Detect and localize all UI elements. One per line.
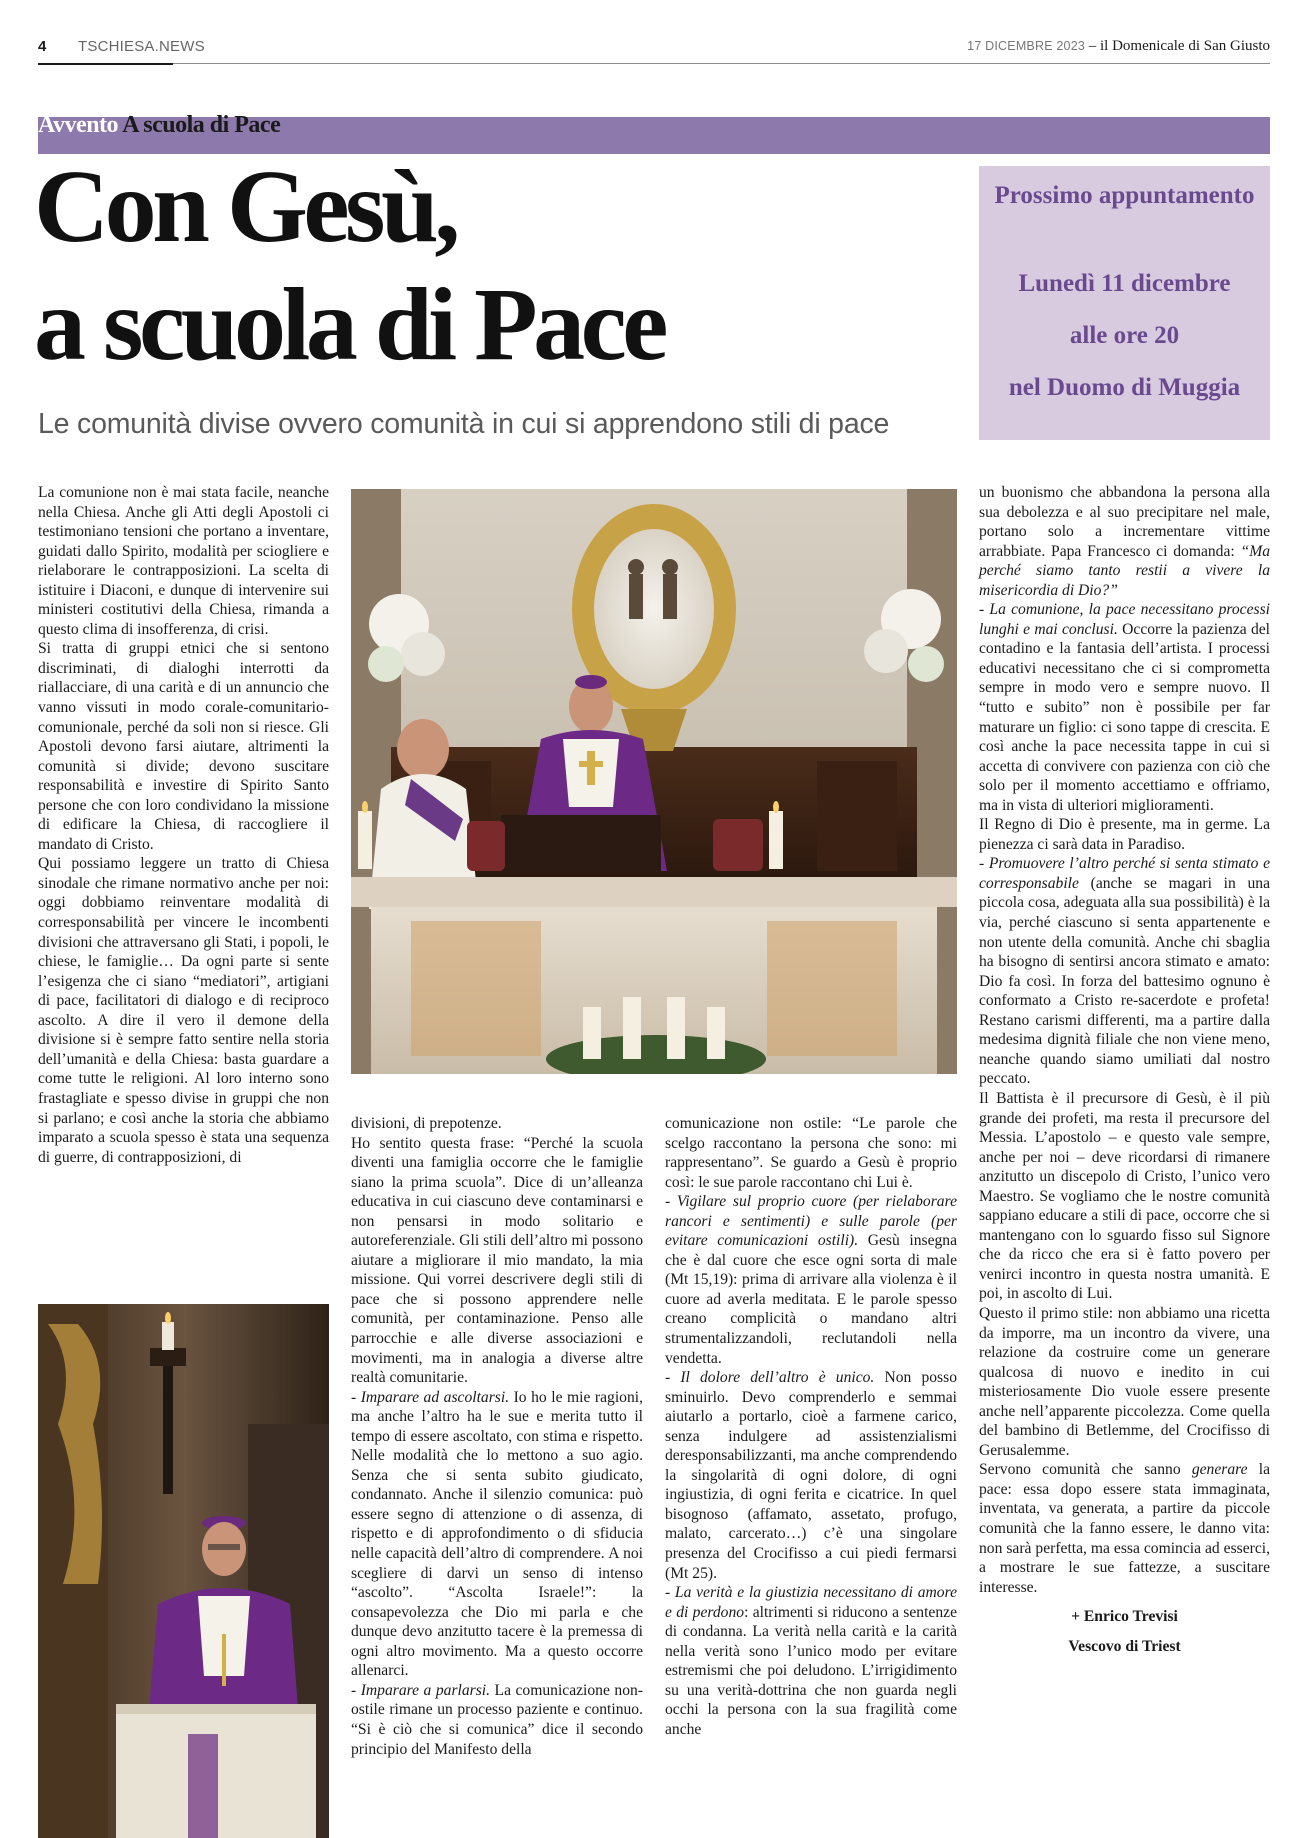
bishop-photo-illustration xyxy=(38,1304,329,1838)
style-heading: - Vigilare sul proprio cuore (per rielaborare rancori e sentimenti) e sulle parole (per evitare comunicazioni ostili). xyxy=(665,1193,957,1250)
headline-line-2: a scuola di Pace xyxy=(34,267,664,382)
appointment-title: Prossimo appuntamento xyxy=(994,182,1255,209)
style-heading: - Imparare ad ascoltarsi. xyxy=(351,1388,510,1406)
page-number: 4 xyxy=(38,38,47,55)
section-title: A scuola di Pace xyxy=(118,112,281,138)
article-column-2 xyxy=(351,1114,643,1759)
style-heading: - Imparare a parlarsi. xyxy=(351,1681,491,1699)
paragraph-text: Io ho le mie ragioni, ma anche l’altro ha le sue e merita tutto il tempo di essere ascoltato, con stima e rispetto. Nelle modalità che lo mettono a suo agio. Senza che si senta subito giudicato, condannato. Anche il silenzio comunica: può essere segno di attenzione o di assenza, di rispetto e di approfondimento o di sfiducia nelle capacità dell’altro di comprendere. A noi scegliere di darvi un senso di intenso “ascolto”. “Ascolta Israele!”: la consapevolezza che Dio mi parla e che dunque devo anzitutto tacere è la premessa di ogni altro movimento. Ma a questo occorre allenarci. xyxy=(351,1388,643,1680)
header-rule-accent xyxy=(38,63,173,65)
paragraph xyxy=(979,600,1270,815)
paragraph: comunicazione non ostile: “Le parole che scelgo raccontano la persona che sono: mi rappresentano”. Se guardo a Gesù è proprio così: le sue parole raccontano chi Lui è. xyxy=(665,1115,957,1191)
appointment-date: Lunedì 11 dicembre xyxy=(1018,270,1231,297)
paragraph: Qui possiamo leggere un tratto di Chiesa sinodale che rimane normativo anche per noi: oggi dobbiamo reinventare modalità di corresponsabilità per vincere le incombenti divisioni che attraversano gli Stati, i popoli, le chiese, le famiglie… Da ogni parte si sente l’esigenza che ci siano “mediatori”, artigiani di pace, facilitatori di dialogo e di reciproco ascolto. A dire il vero il demone della divisione si è sempre fatto sentire nella storia dell’umanità e della Chiesa: basta guardare a come tutte le religioni. Al loro interno sono frastagliate e spesso divise in gruppi che non si parlano; e così anche la storia che abbiamo imparato a scuola spesso è stata una sequenza di guerre, di contrapposizioni, di xyxy=(38,855,329,1166)
article-column-1 xyxy=(38,483,329,1167)
altar-photo xyxy=(351,489,957,1074)
paragraph xyxy=(665,1368,957,1583)
appointment-box xyxy=(979,166,1270,440)
signature-name: + Enrico Trevisi xyxy=(1071,1608,1178,1626)
paragraph-text: Non posso sminuirlo. Devo comprenderlo e semmai aiutarlo a portarlo, cioè a farmene carico, senza indulgere ad assistenzialismi deresponsabilizzanti, ma anche comprendendo la singolarità di ogni dolore, di ogni ingiustizia, di ogni ferita e cicatrice. In quel bisognoso (affamato, assetato, profugo, malato, carcerato…) c’è una singolare presenza del Crocifisso a cui piedi fermarsi (Mt 25). xyxy=(665,1369,957,1582)
paragraph: Questo il primo stile: non abbiamo una ricetta da imporre, ma un incontro da vivere, una relazione da costruire come un generare qualcosa di nuovo e inedito in cui misteriosamente Dio vuole essere presente anche nell’apparente piccolezza. Come quella del bambino di Betlemme, del Crocifisso di Gerusalemme. xyxy=(979,1304,1270,1459)
paragraph xyxy=(979,483,1270,600)
article-column-4 xyxy=(979,483,1270,1656)
issue-info xyxy=(967,38,1270,55)
paragraph-text: (anche se magari in una piccola cosa, adeguata alla sua possibilità) è la via, perché ciascuno si senta appartenente e non utente della comunità. Anche chi sbaglia ha bisogno di sentirsi ancora stimato e amato: Dio fa così. In forza del battesimo ognuno è conformato a Cristo re-sacerdote e profeta! Restano carismi differenti, ma a partire dalla medesima dignità filiale che non viene meno, neanche quando siamo umiliati dal nostro peccato. xyxy=(979,874,1270,1088)
appointment-time: alle ore 20 xyxy=(1069,322,1180,349)
article-subtitle: Le comunità divise ovvero comunità in cui si apprendono stili di pace xyxy=(38,408,890,440)
paragraph xyxy=(351,1681,643,1759)
headline-line-1: Con Gesù, xyxy=(34,149,456,264)
paragraph xyxy=(979,1460,1270,1597)
article-column-3 xyxy=(665,1114,957,1740)
paragraph xyxy=(665,1192,957,1368)
signature-role: Vescovo di Triest xyxy=(1068,1637,1181,1655)
style-heading: - Il dolore dell’altro è unico. xyxy=(665,1369,875,1387)
publication-name: il Domenicale di San Giusto xyxy=(1100,38,1270,54)
style-heading: - La verità e la giustizia necessitano di amore e di perdono xyxy=(665,1584,957,1621)
paragraph-text: la pace: essa dopo essere stata immaginata, inventata, va generata, a partire da piccole comunità che la fanno essere, le danno vita: non sarà perfetta, ma essa comincia ad esserci, a mostrare le sue fattezze, a suscitare interesse. xyxy=(979,1461,1270,1596)
section-category: Avvento xyxy=(38,112,119,138)
paragraph: Il Battista è il precursore di Gesù, è il più grande dei profeti, ma resta il precursore del Messia. L’apostolo – e questo vale sempre, anche per noi – deve ricordarsi di rimanere anzitutto un discepolo di Cristo, l’unico vero Maestro. Se vogliamo che le nostre comunità sappiano educare a stili di pace, occorre che si mantengano con lo sguardo fisso sul Signore che da ricco che era si è fatto povero per venirci incontro in questa nostra umanità. E poi, in ascolto di Lui. xyxy=(979,1089,1270,1303)
paragraph: Il Regno di Dio è presente, ma in germe. La pienezza ci sarà data in Paradiso. xyxy=(979,816,1270,853)
paragraph-text: La comunicazione non-ostile rimane un processo paziente e continuo. “Si è ciò che si comunica” dice il secondo principio del Manifesto della xyxy=(351,1681,643,1758)
style-heading: - La comunione, la pace necessitano processi lunghi e mai conclusi. xyxy=(979,601,1270,638)
bishop-photo xyxy=(38,1304,329,1838)
paragraph-text: Gesù insegna che è dal cuore che esce ogni sorta di male (Mt 15,19): prima di arrivare alla violenza è il cuore ad averla meditata. E le parole spesso creano complicità o mandano altri strumentalizzandoli, reclutandoli nella vendetta. xyxy=(665,1232,958,1367)
paragraph-text: Occorre la pazienza del contadino e la fantasia dell’artista. I processi educativi necessitano che ci si comprometta sempre in modo vero e sempre nuovo. Il “tutto e subito” non è possibile per far maturare un figlio: ci sono tappe di crescita. E così anche la pace necessita tappe in cui si accetta di convivere con pazienza con ciò che solo per il momento accettiamo e offriamo, ma in vista di ulteriori miglioramenti. xyxy=(979,620,1270,814)
paragraph xyxy=(351,1388,643,1681)
style-heading: - Promuovere l’altro perché si senta stimato e corresponsabile xyxy=(979,855,1270,892)
paragraph: Si tratta di gruppi etnici che si sentono discriminati, di dialoghi interrotti da riallacciare, di una carità e di un annuncio che vanno vissuti in modo corale-comunitario-comunionale, perché da soli non si riesce. Gli Apostoli devono farsi aiutare, altrimenti la comunità si divide; devono suscitare responsabilità e investire di Spirito Santo persone che con loro condividano la missione di edificare la Chiesa, di raccogliere il mandato di Cristo. xyxy=(38,640,329,853)
paragraph xyxy=(665,1583,957,1739)
paragraph: divisioni, di prepotenze. xyxy=(351,1115,502,1132)
site-name[interactable]: TSCHIESA.NEWS xyxy=(78,38,205,55)
header-rule xyxy=(38,63,1270,64)
emphasis-text: generare xyxy=(1191,1461,1248,1479)
quote-text: “Ma perché siamo tanto restii a vivere la misericordia di Dio?” xyxy=(979,542,1270,599)
paragraph-text: : altrimenti si riducono a sentenze di condanna. La verità nella carità e la carità nella verità sono l’unico modo per evitare estremismi che poi deludono. L’irrigidimento su una verità-dottrina che non guarda negli occhi la persona con la sua fragilità come anche xyxy=(665,1603,957,1738)
issue-date: 17 DICEMBRE 2023 xyxy=(967,39,1086,53)
paragraph: Ho sentito questa frase: “Perché la scuola diventi una famiglia occorre che le famiglie siano la prima scuola”. Dice di un’alleanza educativa in cui ciascuno deve contaminarsi e non pensarsi in modo solitario e autoreferenziale. Gli stili dell’altro mi possono aiutare a migliorare il mio mandato, la mia missione. Qui vorrei descrivere degli stili di pace che si possono apprendere nelle comunità, per contaminazione. Penso alle parrocchie e alle diverse associazioni e movimenti, ma in analogia a diverse altre realtà comunitarie. xyxy=(351,1134,643,1387)
paragraph: La comunione non è mai stata facile, neanche nella Chiesa. Anche gli Atti degli Apostoli ci testimoniano tensioni che portano a inventare, guidati dallo Spirito, modalità per sciogliere e rielaborare le contrapposizioni. La scelta di istituire i Diaconi, e dunque di intervenire sui ministeri costitutivi della Chiesa, rimanda a questo clima di insofferenza, di crisi. xyxy=(38,484,329,638)
paragraph-text: Servono comunità che sanno xyxy=(979,1461,1192,1479)
article-headline xyxy=(34,148,964,384)
section-label xyxy=(38,112,280,139)
paragraph-text: un buonismo che abbandona la persona alla sua debolezza e al suo precipitare nel male, portano solo a incrementare vittime arrabbiate. Papa Francesco ci domanda: xyxy=(979,484,1270,560)
issue-separator: – xyxy=(1085,38,1101,54)
altar-photo-illustration xyxy=(351,489,957,1074)
paragraph xyxy=(979,854,1270,1089)
appointment-place: nel Duomo di Muggia xyxy=(1008,374,1241,401)
